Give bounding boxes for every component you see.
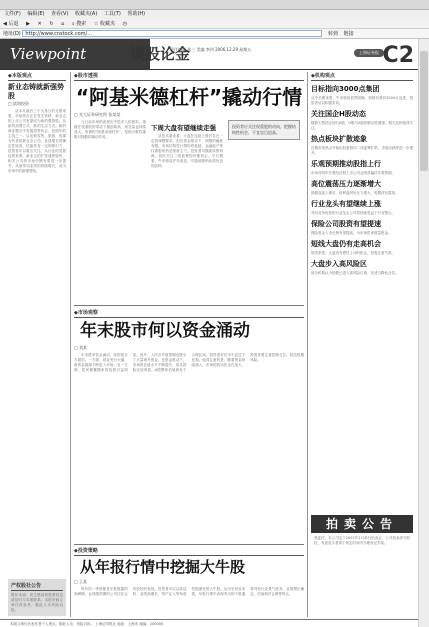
divider-mid [74, 305, 304, 306]
bottom-story [74, 547, 304, 619]
browser-toolbar [0, 19, 429, 29]
vertical-scrollbar[interactable] [418, 39, 429, 627]
right-item [311, 239, 413, 256]
page-footer: 本版文章仅代表作者个人观点，据此入市，风险自担。 上海证券报社 地址：上海市 邮编：200000 [0, 619, 418, 627]
top-story-quote: 投资者应关注权重股的动向，把握结构性机会，不宜盲目追高。 [228, 120, 300, 140]
right-item-body: 部分机构认为指数已进入高风险区域，宜适当降低仓位。 [311, 271, 399, 275]
menu-favorites[interactable]: 收藏夹(A) [74, 11, 98, 17]
right-item-title: 行业龙头有望继续上涨 [311, 200, 381, 208]
back-arrow-icon: ◀ [3, 21, 7, 27]
top-story [74, 72, 304, 302]
right-item-body: 随着大型国企回归A股，H股与A股的联动性增强，相关品种值得关注。 [311, 121, 413, 130]
forward-button[interactable] [26, 19, 30, 29]
right-item-body: 从中长期来看，牛市格局依然明确，指数有望向3000点迈进，投资者可以积极布局。 [311, 96, 413, 105]
address-label: 地址(D) [3, 31, 21, 37]
top-story-body-text: 从技术面来看，大盘在连续上涨后存在一定的调整要求，但在资金推动下，调整的幅度有限。市场结构性行情仍将延续，金融地产等权重板块仍是领涨主力，投资者可继续持股待涨，同时关注二线蓝筹的补涨机会。中长期看，牛市格局并未改变，可逢低吸纳业绩优良的品种。 [151, 134, 223, 168]
history-button[interactable] [123, 19, 127, 29]
right-item [311, 219, 413, 236]
right-item [311, 259, 413, 276]
divider-left [70, 72, 71, 617]
menu-file[interactable]: 文件(F) [4, 11, 21, 17]
top-story-byline: □ 光大证券研究所 张某某 [74, 112, 121, 117]
right-item-body: 具有竞争优势的行业龙头公司将持续受益于行业整合。 [311, 211, 395, 215]
refresh-icon: ↻ [49, 21, 54, 27]
right-item-body: 指数连续上涨后，获利盘回吐压力增大，短期或有震荡。 [311, 191, 399, 195]
links-button[interactable]: 链接 [343, 31, 354, 37]
favorites-label: 收藏夹 [99, 21, 115, 27]
right-item-title: 保险公司股资有望提速 [311, 220, 381, 228]
top-story-intro [74, 120, 146, 169]
right-item [311, 159, 413, 176]
mid-story-body-text: 年末股市资金涌动，原因是多方面的。一方面，基金发行火爆，新资金源源不断进入市场；另一方面，居民储蓄搬家的趋势日益明显。此外，人民币升值预期也吸引了大量境外资金。在资金推动下，市场的估值水平不断提升，但从国际比较来看，A股整体估值尚处于合理区间，投资者对后市不必过于悲观。值得注意的是，随着资金持续涌入，市场的波动性也在加大，投资者要注意控制仓位，防范短期风险。 [74, 353, 304, 372]
left-body [8, 109, 66, 399]
mid-story [74, 309, 304, 539]
home-button[interactable] [61, 19, 64, 29]
section-name: 谈股论金 [130, 45, 191, 63]
scrollbar-thumb[interactable] [420, 51, 428, 171]
auction-notice [311, 515, 413, 617]
right-item-title: 目标指向3000点集团 [311, 85, 380, 93]
top-story-columns [74, 120, 304, 169]
left-byline: □ 滨海投资 [8, 101, 30, 106]
top-story-right [228, 120, 300, 169]
right-item-title: 关注国企H股动态 [311, 110, 366, 118]
stop-button[interactable] [38, 19, 42, 29]
right-item [311, 199, 413, 216]
right-item-title: 大盘步入高风险区 [311, 260, 367, 268]
right-item-body: 近期市场热点开始由权重股向二线蓝筹扩散，市场活跃度进一步提升。 [311, 146, 413, 155]
back-button[interactable] [3, 19, 18, 29]
right-item-body: 市场对明年宏观经济和上市公司业绩普遍持乐观预期。 [311, 171, 395, 175]
search-button[interactable] [72, 19, 86, 29]
masthead-banner: Viewpoint [0, 39, 150, 69]
refresh-button[interactable] [49, 19, 53, 29]
left-bottom-box-title: 产权股社公告 [11, 582, 63, 591]
page-code: C2 [382, 43, 414, 68]
right-item [311, 84, 413, 106]
paper-name-badge: 上海证券报 [354, 49, 384, 57]
newspaper-page [0, 39, 418, 627]
bottom-story-kicker: ◆投资策略 [74, 547, 304, 556]
home-icon: ⌂ [61, 21, 65, 27]
masthead-meta: 责任编辑 张三 美编 李四 2006.12.29 星期五 [170, 47, 252, 52]
top-story-intro-text: 元旦前市场的表现出乎很多人的意料，指数在权重股的带动下屡创新高，成交量也持续放大。所谓的“阿基米德杠杆”，是指少数权重股对指数的撬动作用。 [74, 120, 146, 139]
right-item [311, 134, 413, 156]
right-column [311, 72, 413, 512]
right-item [311, 179, 413, 196]
favorites-button[interactable] [94, 19, 115, 29]
top-story-headline: “阿基米德杠杆”撬动行情 [75, 85, 303, 109]
right-item-title: 乐观预期推动股指上行 [311, 160, 381, 168]
bottom-story-body-text: 每年的一季度都是年报披露的高峰期，业绩超预期的公司往往会有较好的表现。投资者可以从高送转、业绩高增长、资产注入等角度挖掘潜在的大牛股。从历史经验来看，年报行情中表现突出的个股通常具有行业景气度高、业绩增长确定、估值相对合理等特点。 [74, 587, 304, 596]
left-bottom-box [8, 579, 66, 616]
left-body-text: 从本月最后三个交易日的走势来看，市场热点正在发生转移，新业态的上市公司有望成为新的强势股。从新的消费方式、新的生活方式、新的商业模式中发掘投资机会，是明年的主线之一。以连锁零售、旅游、传媒为代表的新业态公司，业绩增长的确定性较高，估值具有一定的吸引力，投资者可以重点关注。从行业的发展趋势来看，新业态的扩张速度较快，相关公司的市场份额有望进一步提升，从而带动业绩的持续增长，成为市场中的新强势股。 [8, 109, 66, 173]
top-story-body [151, 134, 223, 169]
history-icon: ◷ [122, 21, 127, 27]
menu-tools[interactable]: 工具(T) [103, 11, 121, 17]
right-item [311, 109, 413, 131]
mid-story-body [74, 353, 304, 528]
mid-story-headline: 年末股市何以资金涌动 [80, 321, 250, 341]
top-story-mid [151, 120, 223, 169]
divider-bottom [74, 544, 304, 545]
left-spacer [8, 399, 66, 579]
right-item-title: 高位震荡压力逐渐增大 [311, 180, 381, 188]
menu-view[interactable]: 查看(V) [51, 11, 69, 17]
right-item-title: 热点板块扩散迹象 [311, 135, 367, 143]
star-icon: ☆ [93, 21, 99, 27]
search-icon: ⌕ [71, 21, 75, 27]
right-item-body: 短线来看，大盘仍有惯性上冲的机会，但需注意节奏。 [311, 251, 395, 255]
top-story-subhead: 下周大盘有望继续走强 [151, 124, 216, 132]
window-titlebar[interactable] [0, 0, 429, 10]
left-bottom-box-body: 股民来函：发生错误的股票信息请及时与本报联系。本报所载文章仅供参考，据此入市风险自担。 [11, 593, 63, 612]
address-input[interactable]: http://www.cnstock.com/... [22, 30, 322, 37]
left-headline: 新业态铸就新强势股 [8, 83, 64, 100]
forward-arrow-icon: ▶ [26, 21, 30, 27]
bottom-story-headline: 从年报行情中挖掘大牛股 [80, 558, 246, 576]
menu-bar [0, 10, 429, 19]
masthead [0, 39, 418, 69]
left-column [8, 72, 66, 617]
right-item-body: 保险资金入市比例有望提高，为市场带来增量资金。 [311, 231, 392, 235]
back-label: 后退 [8, 21, 19, 27]
search-label: 搜索 [76, 21, 87, 27]
menu-help[interactable]: 帮助(H) [127, 11, 146, 17]
menu-edit[interactable]: 编辑(E) [27, 11, 45, 17]
top-story-kicker: ◆股市透视 [74, 72, 304, 81]
right-item-title: 短线大盘仍有走高机会 [311, 240, 381, 248]
auction-body: 受委托，本公司定于2007年1月举行拍卖会，公开拍卖部分股权，有意竞买者请于规定时间内办理登记手续。 [314, 536, 410, 545]
mid-story-kicker: ◆市场观察 [74, 309, 304, 318]
bottom-story-body [74, 587, 304, 597]
address-bar [0, 29, 429, 39]
auction-title: 拍卖公告 [311, 515, 413, 533]
divider-right [307, 72, 308, 617]
right-section-tag: ◆机构观点 [311, 72, 413, 81]
go-button[interactable]: 转到 [327, 31, 338, 37]
left-section-tag: ◆本版观点 [8, 72, 66, 81]
mid-story-byline: □ 刘某 [74, 345, 88, 350]
stop-icon: ✕ [37, 21, 42, 27]
bottom-story-byline: □ 王某 [74, 579, 88, 584]
masthead-rule [0, 69, 418, 70]
